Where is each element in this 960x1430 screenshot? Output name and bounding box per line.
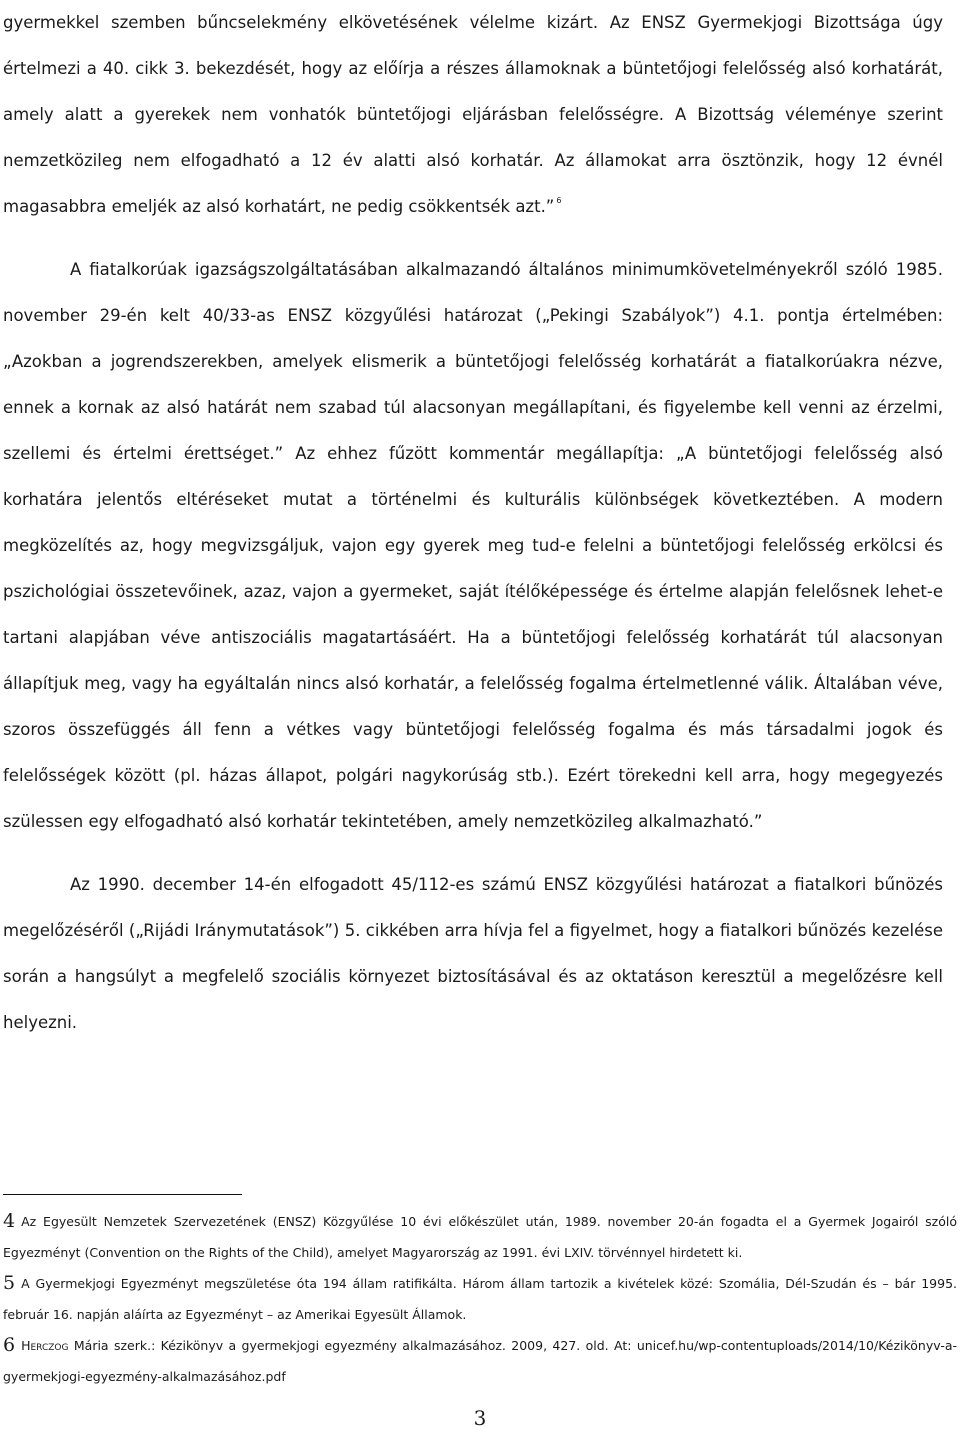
footnote-5: [3, 1268, 957, 1330]
paragraph-1-text: gyermekkel szemben bűncselekmény elkövetésének vélelme kizárt. Az ENSZ Gyermekjogi Bizottsága úgy értelmezi a 40. cikk 3. bekezdését, hogy az előírja a részes államoknak a büntetőjogi felelősség alsó korhatárát, amely alatt a gyerekek nem vonhatók büntetőjogi eljárásban felelősségre. A Bizottság véleménye szerint nemzetközileg nem elfogadható a 12 év alatti alsó korhatár. Az államokat arra ösztönzik, hogy 12 évnél magasabbra emeljék az alsó korhatárt, ne pedig csökkentsék azt.”: [3, 13, 943, 216]
body-text: [3, 0, 943, 1046]
footnote-text: Az Egyesült Nemzetek Szervezetének (ENSZ) Közgyűlése 10 évi előkészület után, 1989. november 20-án fogadta el a Gyermek Jogairól szóló Egyezményt (Convention on the Rights of the Child), amelyet Magyarország az 1991. évi LXIV. törvénnyel hirdetett ki.: [3, 1214, 957, 1260]
footnote-6: [3, 1330, 957, 1392]
footnote-number: 6: [3, 1334, 16, 1356]
page-number: 3: [473, 1406, 487, 1430]
footnote-4: [3, 1206, 957, 1268]
footnote-number: 5: [3, 1272, 16, 1294]
footnotes: [3, 1206, 957, 1392]
paragraph-2: A fiatalkorúak igazságszolgáltatásában alkalmazandó általános minimumkövetelményekről szóló 1985. november 29-én kelt 40/33-as ENSZ közgyűlési határozat („Pekingi Szabályok”) 4.1. pontja értelmében: „Azokban a jogrendszerekben, amelyek elismerik a büntetőjogi felelősség korhatárát a fiatalkorúakra nézve, ennek a kornak az alsó határát nem szabad túl alacsonyan megállapítani, és figyelembe kell venni az érzelmi, szellemi és értelmi érettséget.” Az ehhez fűzött kommentár megállapítja: „A büntetőjogi felelősség alsó korhatára jelentős eltéréseket mutat a történelmi és kulturális különbségek következtében. A modern megközelítés az, hogy megvizsgáljuk, vajon egy gyerek meg tud-e felelni a büntetőjogi felelősség erkölcsi és pszichológiai összetevőinek, azaz, vajon a gyermeket, saját ítélőképessége és értelme alapján felelősnek lehet-e tartani alapjában véve antiszociális magatartásáért. Ha a büntetőjogi felelősség korhatárát túl alacsonyan állapítjuk meg, vagy ha egyáltalán nincs alsó korhatár, a felelősség fogalma értelmetlenné válik. Általában véve, szoros összefüggés áll fenn a vétkes vagy büntetőjogi felelősség fogalma és más társadalmi jogok és felelősségek között (pl. házas állapot, polgári nagykorúság stb.). Ezért törekedni kell arra, hogy megegyezés szülessen egy elfogadható alsó korhatár tekintetében, amely nemzetközileg alkalmazható.”: [3, 260, 943, 831]
paragraph-1: [3, 0, 943, 230]
footnote-number: 4: [3, 1210, 16, 1232]
footnote-author: Herczog: [21, 1338, 69, 1353]
footnote-reference-6[interactable]: 6: [556, 196, 562, 205]
footnote-text: Mária szerk.: Kézikönyv a gyermekjogi egyezmény alkalmazásához. 2009, 427. old. At: unicef.hu/wp-contentuploads/2014/10/Kézikönyv-a-gyermekjogi-egyezmény-alkalmazásához.pdf: [3, 1338, 957, 1384]
footnote-text: A Gyermekjogi Egyezményt megszületése óta 194 állam ratifikálta. Három állam tartozik a kivételek közé: Szomália, Dél-Szudán és – bár 1995. február 16. napján aláírta az Egyezményt – az Amerikai Egyesült Államok.: [3, 1276, 957, 1322]
footnote-separator: [3, 1194, 242, 1195]
paragraph-3: Az 1990. december 14-én elfogadott 45/112-es számú ENSZ közgyűlési határozat a fiatalkori bűnözés megelőzéséről („Rijádi Iránymutatások”) 5. cikkében arra hívja fel a figyelmet, hogy a fiatalkori bűnözés kezelése során a hangsúlyt a megfelelő szociális környezet biztosításával és az oktatáson keresztül a megelőzésre kell helyezni.: [3, 875, 943, 1032]
